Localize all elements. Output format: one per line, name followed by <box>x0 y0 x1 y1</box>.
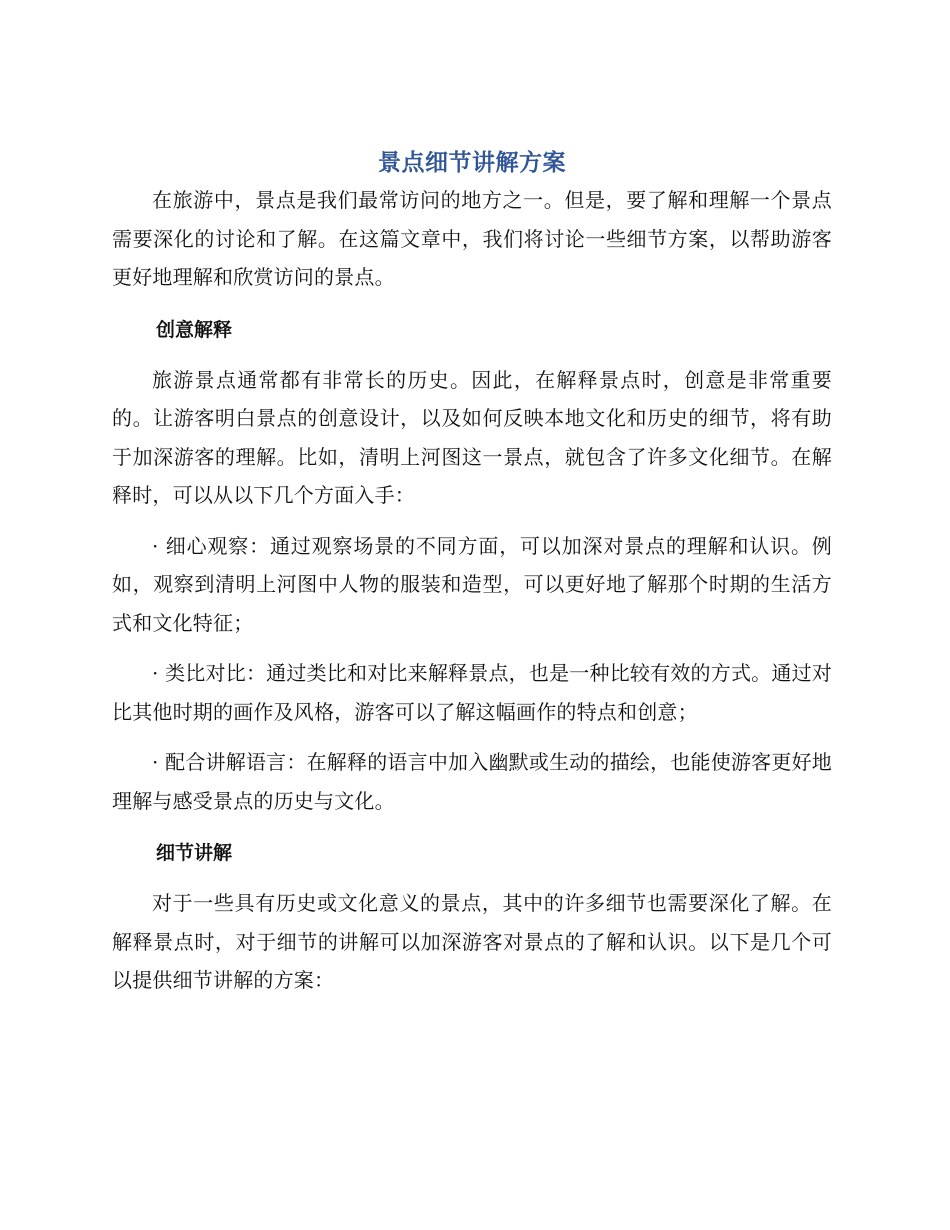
spacer <box>112 731 832 743</box>
spacer <box>112 349 832 361</box>
intro-paragraph: 在旅游中，景点是我们最常访问的地方之一。但是，要了解和理解一个景点需要深化的讨论和了解。在这篇文章中，我们将讨论一些细节方案，以帮助游客更好地理解和欣赏访问的景点。 <box>112 188 832 289</box>
spacer <box>112 515 832 527</box>
spacer <box>112 642 832 654</box>
document-title: 景点细节讲解方案 <box>378 150 566 176</box>
section-heading-detail: 细节讲解 <box>156 842 233 864</box>
section-paragraph-detail: 对于一些具有历史或文化意义的景点，其中的许多细节也需要深化了解。在解释景点时，对于细节的讲解可以加深游客对景点的了解和认识。以下是几个可以提供细节讲解的方案： <box>112 891 832 992</box>
spacer <box>112 820 832 834</box>
bullet-item: · 配合讲解语言：在解释的语言中加入幽默或生动的描绘，也能使游客更好地理解与感受景点的历史与文化。 <box>112 750 832 813</box>
section-paragraph-creative: 旅游景点通常都有非常长的历史。因此，在解释景点时，创意是非常重要的。让游客明白景点的创意设计，以及如何反映本地文化和历史的细节，将有助于加深游客的理解。比如，清明上河图这一景点，就包含了许多文化细节。在解释时，可以从以下几个方面入手： <box>112 367 832 507</box>
document-page <box>112 145 832 1000</box>
bullet-item: · 细心观察：通过观察场景的不同方面，可以加深对景点的理解和认识。例如，观察到清明上河图中人物的服装和造型，可以更好地了解那个时期的生活方式和文化特征； <box>112 533 832 635</box>
section-heading-creative: 创意解释 <box>156 318 233 341</box>
spacer <box>112 297 832 311</box>
spacer <box>112 872 832 884</box>
bullet-item: · 类比对比：通过类比和对比来解释景点，也是一种比较有效的方式。通过对比其他时期的画作及风格，游客可以了解这幅画作的特点和创意； <box>112 661 832 724</box>
